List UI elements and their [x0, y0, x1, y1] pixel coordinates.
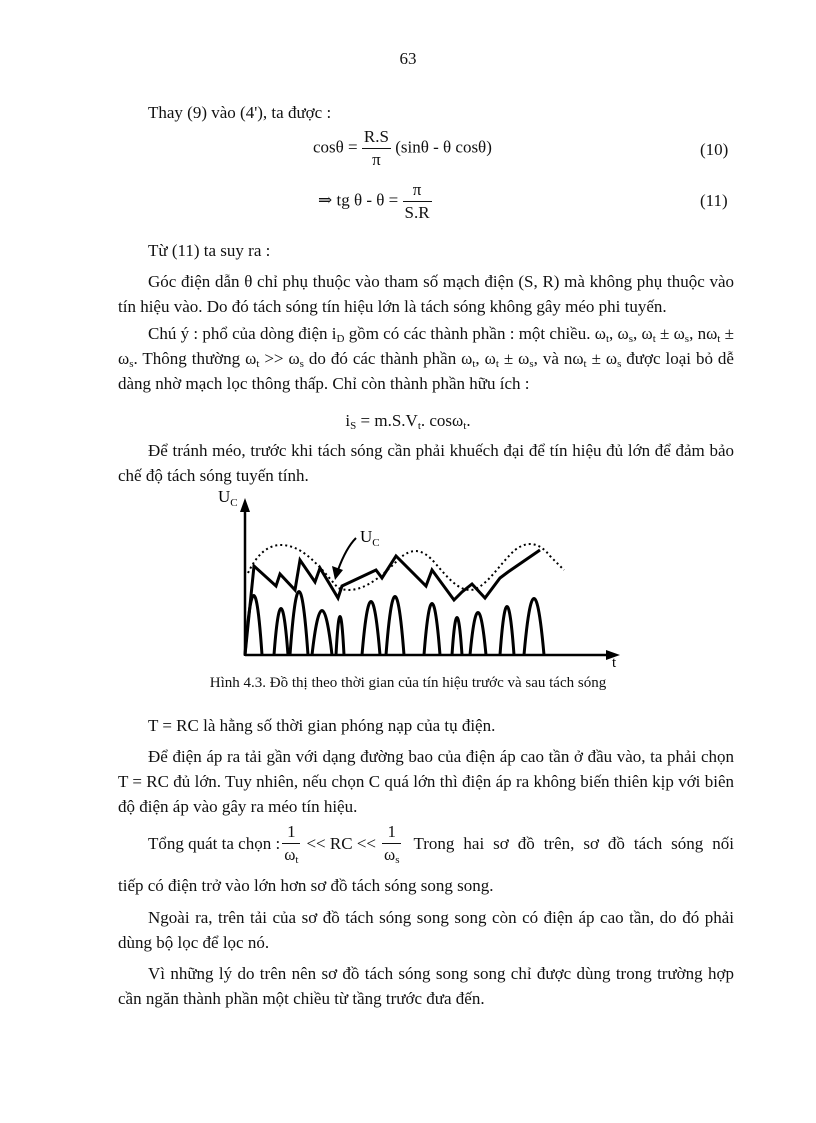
y-axis-label: $U_C$	[218, 487, 238, 509]
eq10-numerator: R.S	[362, 128, 391, 149]
paragraph-choose-rc: Để điện áp ra tải gần với dạng đường bao của điện áp cao tần ở đầu vào, ta phải chọn T = RC đủ lớn. Tuy nhiên, nếu chọn C quá lớn thì điện áp ra không biến thiên kịp với biên độ điện áp vào gây ra méo tín hiệu.	[118, 747, 734, 816]
general-lead: Tổng quát ta chọn :	[148, 834, 281, 853]
eq10-label: (10)	[700, 140, 729, 159]
eq11-label: (11)	[700, 191, 728, 210]
curve-label-pointer	[338, 538, 356, 570]
equation-11	[318, 181, 432, 222]
x-axis-label: t	[612, 655, 617, 668]
page-number: 63	[399, 49, 417, 68]
y-axis-arrowhead	[240, 498, 250, 512]
equation-is: $i_S = m.S.V_t$. cosω$_t$.	[345, 411, 471, 432]
eq10-rhs: (sinθ - θ cosθ)	[395, 137, 492, 157]
general-choice-line	[148, 823, 734, 864]
eq11-numerator: π	[403, 181, 432, 202]
eq10-fraction	[362, 128, 391, 169]
figure-svg	[200, 478, 640, 668]
general-choice-line-2: tiếp có điện trở vào lớn hơn sơ đồ tách sóng song song.	[118, 876, 494, 895]
curve-label-pointer-head	[332, 566, 343, 580]
general-tail: Trong hai sơ đồ trên, sơ đồ tách sóng nối	[413, 834, 734, 853]
figure-caption: Hình 4.3. Đồ thị theo thời gian của tín hiệu trước và sau tách sóng	[209, 675, 607, 691]
general-mid: << RC <<	[306, 834, 376, 853]
paragraph-note: Chú ý : phổ của dòng điện $i_D$ gồm có các thành phần : một chiều. $\omega_t$, $\omega_s$, $\omega_t \pm \omega_s$, $n\omega_t \pm \omega_s$. Thông thường $\omega_t >> \omega_s$ do đó các thành phần $\omega_t$, $\omega_t \pm \omega_s$, và $n\omega_t \pm \omega_s$ được loại bỏ dễ dàng nhờ mạch lọc thông thấp. Chỉ còn thành phần hữu ích :	[118, 324, 734, 393]
figure-4-3	[200, 478, 640, 668]
paragraph-reason: Vì những lý do trên nên sơ đồ tách sóng song song chỉ được dùng trong trường hợp cần ngăn thành phần một chiều từ tầng trước đưa đến.	[118, 964, 734, 1008]
fraction-one-over-omega-s: $\frac{1}{\omega_s}$	[384, 822, 400, 866]
intro-line: Thay (9) vào (4'), ta được :	[148, 103, 332, 122]
eq11-denominator: S.R	[404, 203, 430, 222]
paragraph-time-constant: T = RC là hằng số thời gian phóng nạp của tụ điện.	[148, 716, 496, 735]
paragraph-from-11: Từ (11) ta suy ra :	[148, 241, 271, 260]
fraction-one-over-omega-t: $\frac{1}{\omega_t}$	[284, 822, 299, 866]
paragraph-conduction-angle: Góc điện dẫn θ chỉ phụ thuộc vào tham số mạch điện (S, R) mà không phụ thuộc vào tín hiệu vào. Do đó tách sóng tín hiệu lớn là tách sóng không gây méo phi tuyến.	[118, 272, 734, 316]
eq11-fraction	[403, 181, 432, 222]
equation-10	[313, 128, 492, 169]
carrier-arches	[245, 592, 544, 656]
paragraph-moreover: Ngoài ra, trên tải của sơ đồ tách sóng song song còn có điện áp cao tần, do đó phải dùng bộ lọc để lọc nó.	[118, 908, 734, 952]
eq10-denominator: π	[372, 150, 381, 169]
eq10-lhs: cosθ =	[313, 137, 358, 157]
paragraph-avoid-distortion: Để tránh méo, trước khi tách sóng cần phải khuếch đại để tín hiệu đủ lớn để đảm bảo chế độ tách sóng tuyến tính.	[118, 441, 734, 485]
curve-label: $U_C$	[360, 527, 380, 549]
eq11-lhs: ⇒ tg θ - θ =	[318, 190, 399, 210]
